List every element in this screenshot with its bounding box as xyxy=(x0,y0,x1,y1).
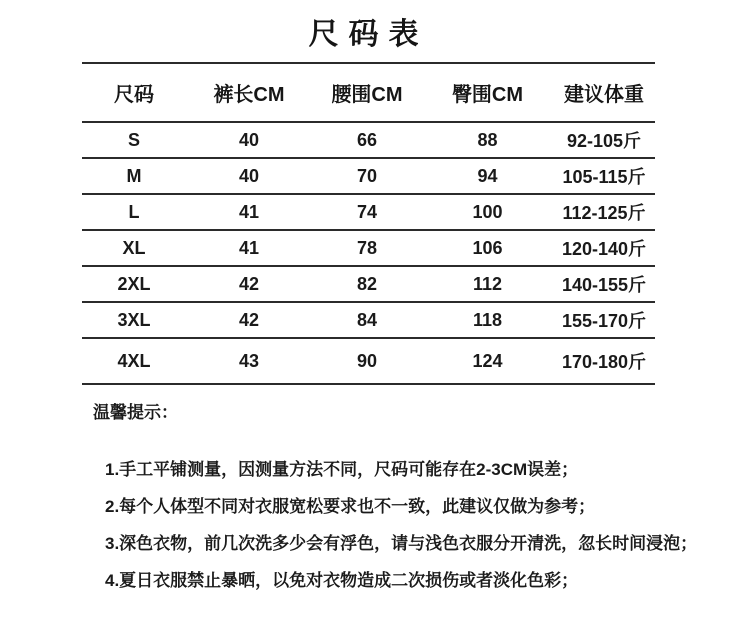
cell-hip: 106 xyxy=(422,230,553,266)
table-row xyxy=(82,158,655,194)
cell-pants-length: 41 xyxy=(186,230,312,266)
table-header-row xyxy=(82,63,655,122)
cell-weight: 105-115斤 xyxy=(553,158,655,194)
cell-pants-length: 43 xyxy=(186,338,312,384)
cell-weight: 140-155斤 xyxy=(553,266,655,302)
tip-item-2: 2.每个人体型不同对衣服宽松要求也不一致，此建议仅做为参考； xyxy=(105,497,596,516)
column-header-pants-length: 裤长CM xyxy=(186,63,312,122)
cell-size: XL xyxy=(82,230,186,266)
size-chart-table xyxy=(82,62,655,385)
table-row xyxy=(82,266,655,302)
tips-list xyxy=(0,451,750,599)
cell-weight: 120-140斤 xyxy=(553,230,655,266)
table-row xyxy=(82,122,655,158)
page-title: 尺码表 xyxy=(308,18,429,51)
cell-pants-length: 40 xyxy=(186,122,312,158)
cell-hip: 94 xyxy=(422,158,553,194)
cell-waist: 70 xyxy=(312,158,422,194)
tips-section xyxy=(0,398,750,599)
cell-waist: 66 xyxy=(312,122,422,158)
column-header-waist: 腰围CM xyxy=(312,63,422,122)
table-row xyxy=(82,230,655,266)
cell-pants-length: 40 xyxy=(186,158,312,194)
cell-hip: 100 xyxy=(422,194,553,230)
table-row xyxy=(82,338,655,384)
table-row xyxy=(82,302,655,338)
column-header-suggested-weight: 建议体重 xyxy=(553,63,655,122)
cell-size: 3XL xyxy=(82,302,186,338)
cell-waist: 90 xyxy=(312,338,422,384)
cell-size: M xyxy=(82,158,186,194)
cell-weight: 155-170斤 xyxy=(553,302,655,338)
tip-item-4: 4.夏日衣服禁止暴晒，以免对衣物造成二次损伤或者淡化色彩； xyxy=(105,571,579,590)
cell-size: 4XL xyxy=(82,338,186,384)
cell-pants-length: 42 xyxy=(186,302,312,338)
cell-waist: 82 xyxy=(312,266,422,302)
cell-size: 2XL xyxy=(82,266,186,302)
tip-item-3: 3.深色衣物，前几次洗多少会有浮色，请与浅色衣服分开清洗，忽长时间浸泡； xyxy=(105,534,698,553)
tip-item-1: 1.手工平铺测量，因测量方法不同，尺码可能存在2-3CM误差； xyxy=(105,460,579,479)
column-header-hip: 臀围CM xyxy=(422,63,553,122)
cell-hip: 118 xyxy=(422,302,553,338)
size-chart-sheet xyxy=(82,0,655,385)
table-row xyxy=(82,194,655,230)
cell-pants-length: 41 xyxy=(186,194,312,230)
cell-waist: 74 xyxy=(312,194,422,230)
cell-hip: 124 xyxy=(422,338,553,384)
cell-hip: 88 xyxy=(422,122,553,158)
tips-heading: 温馨提示： xyxy=(93,403,178,422)
cell-hip: 112 xyxy=(422,266,553,302)
column-header-size: 尺码 xyxy=(82,63,186,122)
cell-weight: 170-180斤 xyxy=(553,338,655,384)
cell-pants-length: 42 xyxy=(186,266,312,302)
cell-weight: 112-125斤 xyxy=(553,194,655,230)
cell-waist: 78 xyxy=(312,230,422,266)
cell-weight: 92-105斤 xyxy=(553,122,655,158)
cell-size: L xyxy=(82,194,186,230)
cell-waist: 84 xyxy=(312,302,422,338)
cell-size: S xyxy=(82,122,186,158)
